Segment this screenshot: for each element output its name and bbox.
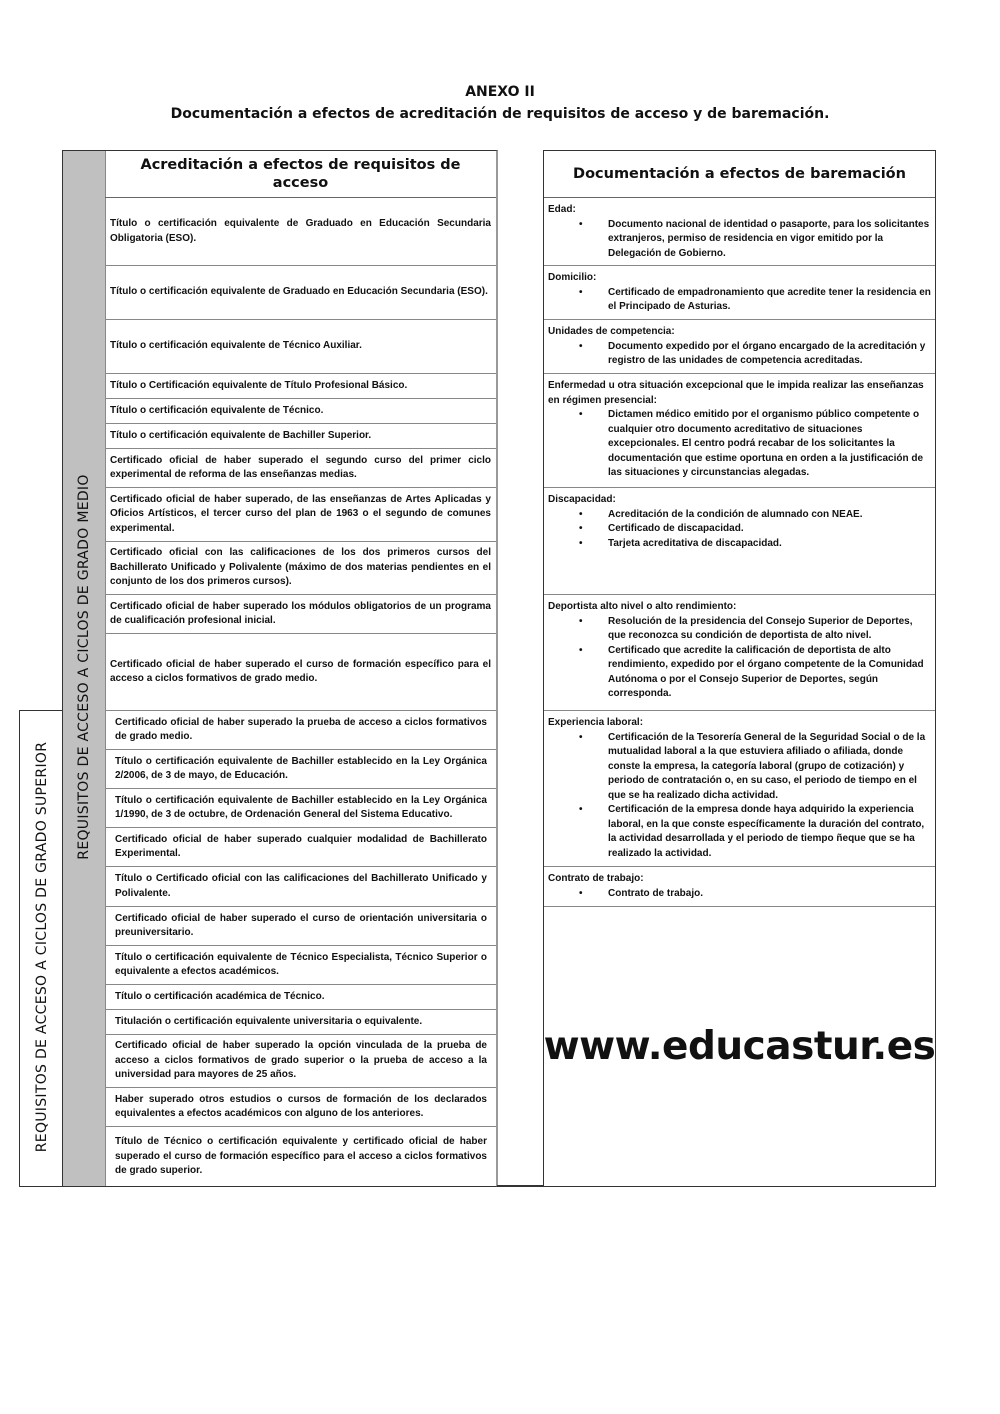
section-title: Domicilio: bbox=[548, 272, 597, 283]
requirement-row bbox=[105, 1088, 496, 1127]
requirement-row bbox=[105, 985, 496, 1010]
requirement-row bbox=[105, 374, 496, 399]
requirement-text: Título de Técnico o certificación equivalente y certificado oficial de haber superado el curso de formación específico para el acceso a ciclos formativos de grado superior. bbox=[115, 1136, 487, 1177]
requirement-text: Certificado oficial de haber superado la opción vinculada de la prueba de acceso a ciclos formativos de grado superior o la prueba de acceso a la universidad para mayores de 25 años. bbox=[115, 1040, 487, 1081]
requirement-text: Título o certificación equivalente de Técnico Especialista, Técnico Superior o equivalente a efectos académicos. bbox=[115, 951, 487, 977]
section-item: • Certificación de la empresa donde haya adquirido la experiencia laboral, en la que conste específicamente la duración del contrato, la actividad desarrollada y el periodo de tiempo ñeque que se ha realizado la actividad. bbox=[608, 803, 931, 861]
requirement-row bbox=[105, 320, 496, 374]
requirement-text: Certificado oficial de haber superado el curso de formación específico para el acceso a ciclos formativos de grado medio. bbox=[110, 658, 491, 684]
requirement-row bbox=[105, 634, 496, 711]
section-items bbox=[548, 340, 931, 369]
requirement-row bbox=[105, 399, 496, 424]
baremation-section bbox=[544, 374, 935, 488]
requirement-text: Título o certificación equivalente de Graduado en Educación Secundaria Obligatoria (ESO). bbox=[110, 218, 491, 244]
requirement-text: Título o certificación equivalente de Bachiller establecido en la Ley Orgánica 2/2006, de 3 de mayo, de Educación. bbox=[115, 755, 487, 781]
requirement-row bbox=[105, 595, 496, 634]
requirement-text: Título o certificación equivalente de Graduado en Educación Secundaria (ESO). bbox=[110, 286, 488, 298]
section-item: • Acreditación de la condición de alumnado con NEAE. bbox=[608, 508, 931, 523]
baremation-section bbox=[544, 198, 935, 266]
section-item: • Documento expedido por el órgano encargado de la acreditación y registro de las unidades de competencia acreditadas. bbox=[608, 340, 931, 369]
access-requirements-table bbox=[105, 150, 498, 1187]
baremation-section bbox=[544, 488, 935, 595]
requirement-text: Certificado oficial de haber superado la prueba de acceso a ciclos formativos de grado medio. bbox=[115, 716, 487, 742]
requirement-row bbox=[105, 867, 496, 907]
section-title: Experiencia laboral: bbox=[548, 717, 644, 728]
divider bbox=[497, 1185, 543, 1187]
baremation-section bbox=[544, 867, 935, 907]
requirement-text: Título o certificación equivalente de Técnico Auxiliar. bbox=[110, 340, 362, 352]
requirement-text: Título o Certificación equivalente de Título Profesional Básico. bbox=[110, 379, 408, 391]
document-title: Documentación a efectos de acreditación de requisitos de acceso y de baremación. bbox=[170, 106, 830, 122]
baremation-table bbox=[543, 150, 936, 1187]
requirement-text: Certificado oficial de haber superado los módulos obligatorios de un programa de cualificación profesional inicial. bbox=[110, 600, 491, 626]
requirement-text: Certificado oficial con las calificaciones de los dos primeros cursos del Bachillerato Unificado y Polivalente (máximo de dos materias pendientes en el conjunto de los dos primeros cursos). bbox=[110, 547, 491, 588]
requirement-text: Haber superado otros estudios o cursos de formación de los declarados equivalentes a efectos académicos con alguno de los anteriores. bbox=[115, 1093, 487, 1119]
requirement-row bbox=[105, 828, 496, 867]
section-item: • Documento nacional de identidad o pasaporte, para los solicitantes extranjeros, permiso de residencia en vigor emitido por la Delegación de Gobierno. bbox=[608, 218, 931, 262]
requirement-row bbox=[105, 424, 496, 449]
annex-label: ANEXO II bbox=[465, 84, 535, 100]
section-items bbox=[548, 408, 931, 481]
section-title: Enfermedad u otra situación excepcional que le impida realizar las enseñanzas en régimen presencial: bbox=[548, 380, 924, 406]
section-item: • Certificación de la Tesorería General de la Seguridad Social o de la mutualidad laboral a la que estuviera afiliado o afiliada, donde conste la empresa, la categoría laboral (grupo de cotización) y periodo de contratación o, en su caso, el periodo de tiempo en el que se ha realizado dicha actividad. bbox=[608, 731, 931, 804]
section-title: Discapacidad: bbox=[548, 494, 616, 505]
requirement-text: Certificado oficial de haber superado cualquier modalidad de Bachillerato Experimental. bbox=[115, 833, 487, 859]
requirement-text: Título o certificación equivalente de Bachiller Superior. bbox=[110, 429, 372, 441]
requirement-text: Certificado oficial de haber superado el curso de orientación universitaria o preuniversitario. bbox=[115, 912, 487, 938]
requirement-row bbox=[105, 266, 496, 320]
requirement-row bbox=[105, 542, 496, 595]
requirement-row bbox=[105, 907, 496, 946]
requirement-text: Título o certificación equivalente de Técnico. bbox=[110, 404, 324, 416]
section-title: Deportista alto nivel o alto rendimiento: bbox=[548, 601, 737, 612]
requirement-text: Certificado oficial de haber superado el segundo curso del primer ciclo experimental de reforma de las enseñanzas medias. bbox=[110, 454, 491, 480]
requirement-row bbox=[105, 789, 496, 828]
requirement-row bbox=[105, 449, 496, 488]
website-area bbox=[544, 907, 935, 1186]
section-items bbox=[548, 731, 931, 862]
baremation-section bbox=[544, 711, 935, 867]
grado-superior-label-box bbox=[19, 710, 63, 1187]
section-item: • Contrato de trabajo. bbox=[608, 887, 931, 902]
requirement-row bbox=[105, 488, 496, 542]
section-item: • Certificado que acredite la calificación de deportista de alto rendimiento, expedido por el órgano competente de la Comunidad Autónoma o por el Consejo Superior de Deportes, según corresponda. bbox=[608, 644, 931, 702]
requirement-text: Título o certificación equivalente de Bachiller establecido en la Ley Orgánica 1/1990, de 3 de octubre, de Ordenación General del Sistema Educativo. bbox=[115, 794, 487, 820]
requirement-text: Titulación o certificación equivalente universitaria o equivalente. bbox=[115, 1015, 423, 1027]
section-item: • Certificado de empadronamiento que acredite tener la residencia en el Principado de Asturias. bbox=[608, 286, 931, 315]
requirement-row bbox=[105, 946, 496, 985]
website-link[interactable]: www.educastur.es bbox=[543, 1024, 936, 1069]
baremation-heading: Documentación a efectos de baremación bbox=[544, 151, 935, 198]
requirement-row bbox=[105, 198, 496, 266]
section-items bbox=[548, 887, 931, 902]
requirement-row bbox=[105, 750, 496, 789]
baremation-section bbox=[544, 266, 935, 320]
section-items bbox=[548, 218, 931, 262]
section-item: • Tarjeta acreditativa de discapacidad. bbox=[608, 537, 931, 552]
requirement-row bbox=[105, 1127, 496, 1187]
section-item: • Resolución de la presidencia del Consejo Superior de Deportes, que reconozca su condición de deportista de alto nivel. bbox=[608, 615, 931, 644]
section-title: Unidades de competencia: bbox=[548, 326, 675, 337]
section-items bbox=[548, 286, 931, 315]
section-title: Contrato de trabajo: bbox=[548, 873, 644, 884]
section-item: • Certificado de discapacidad. bbox=[608, 522, 931, 537]
baremation-section bbox=[544, 595, 935, 711]
requirement-row bbox=[105, 711, 496, 750]
requirement-row bbox=[105, 1035, 496, 1088]
grado-medio-label: REQUISITOS DE ACCESO A CICLOS DE GRADO MEDIO bbox=[76, 474, 92, 860]
access-requirements-heading: Acreditación a efectos de requisitos de acceso bbox=[105, 151, 496, 198]
section-item: • Dictamen médico emitido por el organismo público competente o cualquier otro documento acreditativo de situaciones excepcionales. El centro podrá recabar de los solicitantes la documentación que estime oportuna en orden a la justificación de las situaciones y circunstancias alegadas. bbox=[608, 408, 931, 481]
requirement-text: Título o Certificado oficial con las calificaciones del Bachillerato Unificado y Polivalente. bbox=[115, 873, 487, 899]
grado-medio-label-box bbox=[62, 150, 106, 1187]
requirement-text: Título o certificación académica de Técnico. bbox=[115, 990, 325, 1002]
baremation-section bbox=[544, 320, 935, 374]
requirement-text: Certificado oficial de haber superado, de las enseñanzas de Artes Aplicadas y Oficios Artísticos, el tercer curso del plan de 1963 o el segundo de comunes experimental. bbox=[110, 493, 491, 534]
requirement-row bbox=[105, 1010, 496, 1035]
grado-superior-label: REQUISITOS DE ACCESO A CICLOS DE GRADO SUPERIOR bbox=[34, 741, 50, 1153]
section-items bbox=[548, 508, 931, 552]
section-title: Edad: bbox=[548, 204, 576, 215]
section-items bbox=[548, 615, 931, 702]
